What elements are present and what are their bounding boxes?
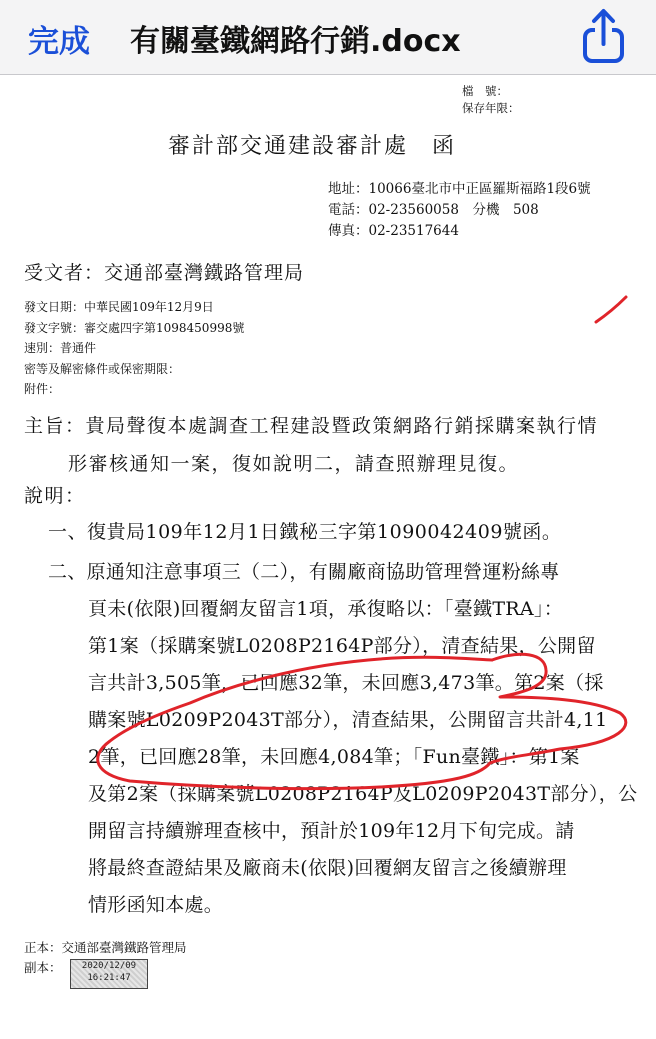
file-meta: [462, 83, 520, 117]
viewer-header: [0, 0, 656, 75]
file-number-label: 檔 號：: [462, 84, 508, 98]
item-line: 頁未(依限)回覆網友留言1項，承復略以：「臺鐵TRA」：: [88, 598, 564, 620]
item-line: 開留言持續辦理查核中，預計於109年12月下旬完成。請: [88, 820, 575, 842]
attachments: 附件：: [24, 382, 61, 396]
share-icon[interactable]: [576, 6, 632, 66]
done-button[interactable]: 完成: [28, 24, 90, 60]
address-line: 地址：10066臺北市中正區羅斯福路1段6號: [328, 181, 591, 197]
subject-line: 形審核通知一案，復如說明二，請查照辦理見復。: [68, 453, 520, 475]
retention-label: 保存年限：: [462, 101, 520, 115]
item-line: 2筆，已回應28筆，未回應4,084筆；「Fun臺鐵」：第1案: [88, 746, 580, 768]
item-line: 二、原通知注意事項三（二），有關廠商協助管理營運粉絲專: [48, 561, 560, 583]
item-line: 及第2案（採購案號L0208P2164P及L0209P2043T部分），公: [88, 783, 638, 805]
red-check-mark: [596, 297, 626, 322]
agency-contact: [328, 179, 591, 242]
issue-meta: [24, 297, 244, 400]
document-page: [0, 75, 656, 1039]
copy-recipient: 副本：: [24, 960, 62, 975]
explanation-heading: 說明：: [24, 485, 86, 507]
subject-line: 主旨：貴局聲復本處調查工程建設暨政策網路行銷採購案執行情: [24, 415, 599, 437]
agency-title: 審計部交通建設審計處 函: [168, 134, 457, 159]
stamp-time: 16:21:47: [87, 973, 131, 983]
issue-number: 發文字號：審交處四字第1098450998號: [24, 320, 245, 335]
recipient-line: 受文者：交通部臺灣鐵路管理局: [24, 262, 305, 284]
speed-class: 速別：普通件: [24, 341, 97, 355]
item-line: 第1案（採購案號L0208P2164P部分），清查結果，公開留: [88, 635, 596, 657]
item-line: 購案號L0209P2043T部分），清查結果，公開留言共計4,11: [88, 709, 608, 731]
explanation-item-2: [48, 554, 637, 924]
original-recipient: 正本：交通部臺灣鐵路管理局: [24, 940, 187, 955]
security-class: 密等及解密條件或保密期限：: [24, 361, 181, 376]
fax-line: 傳真：02-23517644: [328, 223, 459, 239]
item-line: 將最終查證結果及廠商未(依限)回覆網友留言之後續辦理: [88, 857, 567, 879]
issue-date: 發文日期：中華民國109年12月9日: [24, 300, 214, 314]
item-line: 情形函知本處。: [88, 894, 224, 916]
timestamp-stamp: [70, 959, 148, 989]
phone-line: 電話：02-23560058 分機 508: [328, 202, 539, 218]
stamp-date: 2020/12/09: [81, 961, 137, 971]
item-line: 言共計3,505筆，已回應32筆，未回應3,473筆。第2案（採: [88, 672, 604, 694]
explanation-item-1: 一、復貴局109年12月1日鐵秘三字第1090042409號函。: [48, 521, 562, 543]
document-title: 有關臺鐵網路行銷.docx: [130, 24, 461, 59]
subject-paragraph: [24, 407, 598, 483]
